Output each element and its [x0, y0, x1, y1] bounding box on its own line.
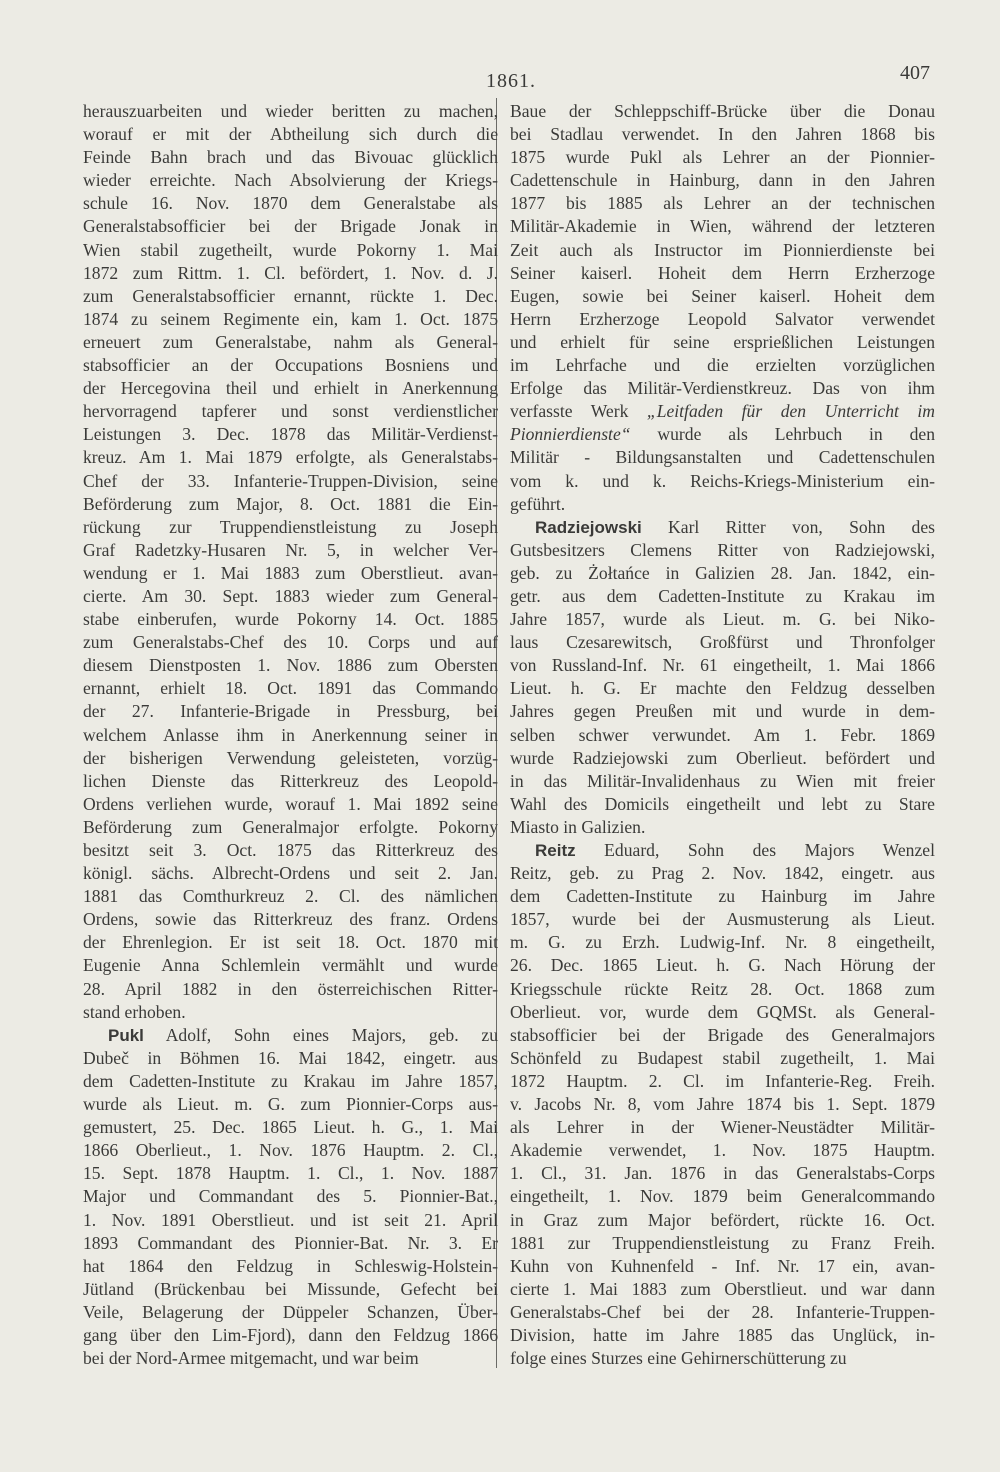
reitz-entry-line: 1857, wurde bei der Ausmusterung als Lieut.	[510, 909, 935, 930]
pukl-entry-line: gemustert, 25. Dec. 1865 Lieut. h. G., 1. Mai	[83, 1117, 498, 1138]
body-text-line: Eugenie Anna Schlemlein vermählt und wurde	[83, 955, 498, 976]
body-text-line: Beförderung zum Major, 8. Oct. 1881 die Ein-	[83, 493, 498, 514]
reitz-entry-line: Generalstabs-Chef bei der 28. Infanterie-Truppen-	[510, 1301, 935, 1322]
body-text-line: erneuert zum Generalstabe, nahm als General-	[83, 331, 498, 352]
work-title-line: verfasste Werk „Leitfaden für den Unterricht im	[510, 401, 935, 422]
reitz-entry-line: folge eines Sturzes eine Gehirnerschütterung zu	[510, 1348, 847, 1369]
pukl-entry-name: Pukl	[108, 1025, 144, 1045]
body-text-line: worauf er mit der Abtheilung sich durch die	[83, 124, 498, 145]
pukl-entry-line: dem Cadetten-Institute zu Krakau im Jahre 1857,	[83, 1070, 498, 1091]
pukl-entry-line: Major und Commandant des 5. Pionnier-Bat.,	[83, 1186, 498, 1207]
reitz-entry-line: Division, hatte im Jahre 1885 das Unglück, in-	[510, 1324, 935, 1345]
reitz-entry-line: Akademie verwendet, 1. Nov. 1875 Hauptm.	[510, 1140, 935, 1161]
body-text-line: königl. sächs. Albrecht-Ordens und seit 2. Jan.	[83, 863, 498, 884]
body-text-line: 28. April 1882 in den österreichischen Ritter-	[83, 978, 498, 999]
pukl-entry-line: Dubeč in Böhmen 16. Mai 1842, eingetr. aus	[83, 1047, 498, 1068]
body-text-line: Herrn Erzherzoge Leopold Salvator verwendet	[510, 308, 935, 329]
body-text-line: zum Generalstabsofficier ernannt, rückte 1. Dec.	[83, 285, 498, 306]
page-year: 1861.	[486, 70, 536, 92]
body-text-line: Seiner kaiserl. Hoheit dem Herrn Erzherzoge	[510, 262, 935, 283]
body-text-line: cierte. Am 30. Sept. 1883 wieder zum General-	[83, 585, 498, 606]
body-text-line: wendung er 1. Mai 1883 zum Oberstlieut. avan-	[83, 562, 498, 583]
reitz-entry-line: dem Cadetten-Institute zu Hainburg im Jahre	[510, 886, 935, 907]
body-text-line: stabe einberufen, wurde Pokorny 14. Oct. 1885	[83, 609, 498, 630]
body-text-line: schule 16. Nov. 1870 dem Generalstabe als	[83, 193, 498, 214]
reitz-entry-line: Schönfeld zu Budapest stabil zugetheilt, 1. Mai	[510, 1047, 935, 1068]
body-text-line: Zeit auch als Instructor im Pionnierdienste bei	[510, 239, 935, 260]
reitz-entry-line: Reitz, geb. zu Prag 2. Nov. 1842, eingetr. aus	[510, 863, 935, 884]
body-text-line: stand erhoben.	[83, 1001, 186, 1022]
body-text-line: Generalstabsofficier bei der Brigade Jonak in	[83, 216, 498, 237]
reitz-entry-line: stabsofficier bei der Brigade des Generalmajors	[510, 1024, 935, 1045]
radziejowski-entry-line: von Russland-Inf. Nr. 61 eingetheilt, 1. Mai 1866	[510, 655, 935, 676]
radziejowski-entry-first-line: Radziejowski Karl Ritter von, Sohn des	[535, 516, 935, 537]
body-text-line: Feinde Bahn brach und das Bivouac glücklich	[83, 147, 498, 168]
radziejowski-entry-line: geb. zu Żołtańce in Galizien 28. Jan. 1842, ein-	[510, 562, 935, 583]
body-text-line: welchem Anlasse ihm in Anerkennung seiner in	[83, 724, 498, 745]
reitz-entry-line: Kriegsschule rückte Reitz 28. Oct. 1868 zum	[510, 978, 935, 999]
work-title-line: Pionnierdienste“ wurde als Lehrbuch in den	[510, 424, 935, 445]
body-text-line: der bisherigen Verwendung geleisteten, vorzüg-	[83, 747, 498, 768]
body-text-line: vom k. und k. Reichs-Kriegs-Ministerium ein-	[510, 470, 935, 491]
reitz-entry-line: 1872 Hauptm. 2. Cl. im Infanterie-Reg. Freih.	[510, 1070, 935, 1091]
body-text-line: Graf Radetzky-Husaren Nr. 5, in welcher Ver-	[83, 539, 498, 560]
body-text-line: der Hercegovina theil und erhielt in Anerkennung	[83, 378, 498, 399]
radziejowski-entry-line: Lieut. h. G. Er machte den Feldzug desselben	[510, 678, 935, 699]
reitz-entry-line: Kuhn von Kuhnenfeld - Inf. Nr. 17 ein, avan-	[510, 1255, 935, 1276]
work-title-continued: Pionnierdienste“	[510, 424, 631, 445]
work-title: „Leitfaden für den Unterricht im	[646, 401, 935, 422]
right-column	[510, 100, 935, 1370]
pukl-entry-line: Jütland (Brückenbau bei Missunde, Gefecht bei	[83, 1278, 498, 1299]
body-text-line: zum Generalstabs-Chef des 10. Corps und auf	[83, 632, 498, 653]
pukl-entry-line: 15. Sept. 1878 Hauptm. 1. Cl., 1. Nov. 1887	[83, 1163, 498, 1184]
radziejowski-entry-line: wurde Radziejowski zum Oberlieut. befördert und	[510, 747, 935, 768]
pukl-entry-first-line: Pukl Adolf, Sohn eines Majors, geb. zu	[108, 1024, 498, 1045]
body-text-line: ernannt, erhielt 18. Oct. 1891 das Commando	[83, 678, 498, 699]
radziejowski-entry-line: selben schwer verwundet. Am 1. Febr. 1869	[510, 724, 935, 745]
pukl-entry-line: wurde als Lieut. m. G. zum Pionnier-Corps aus-	[83, 1094, 498, 1115]
body-text-line: Chef der 33. Infanterie-Truppen-Division, seine	[83, 470, 498, 491]
reitz-entry-line: v. Jacobs Nr. 8, vom Jahre 1874 bis 1. Sept. 1879	[510, 1094, 935, 1115]
reitz-entry-line: cierte 1. Mai 1883 zum Oberstlieut. und war dann	[510, 1278, 935, 1299]
radziejowski-entry-line: Gutsbesitzers Clemens Ritter von Radziejowski,	[510, 539, 935, 560]
body-text-line: Erfolge das Militär-Verdienstkreuz. Das von ihm	[510, 378, 935, 399]
body-text-line: Leistungen 3. Dec. 1878 das Militär-Verdienst-	[83, 424, 498, 445]
reitz-entry-name: Reitz	[535, 841, 576, 860]
body-text-line: 1877 bis 1885 als Lehrer an der technischen	[510, 193, 935, 214]
body-text-line: geführt.	[510, 493, 566, 514]
reitz-entry-first-line: Reitz Eduard, Sohn des Majors Wenzel	[535, 840, 935, 860]
pukl-entry-line: 1. Nov. 1891 Oberstlieut. und ist seit 21. April	[83, 1209, 498, 1230]
page-number: 407	[900, 62, 930, 84]
reitz-entry-line: m. G. zu Erzh. Ludwig-Inf. Nr. 8 eingetheilt,	[510, 932, 935, 953]
body-text-line: besitzt seit 3. Oct. 1875 das Ritterkreuz des	[83, 840, 498, 860]
body-text-line: wieder erreichte. Nach Absolvierung der Kriegs-	[83, 170, 498, 191]
body-text-line: Militär - Bildungsanstalten und Cadettenschulen	[510, 447, 935, 468]
body-text-line: stabsofficier an der Occupations Bosniens und	[83, 355, 498, 376]
radziejowski-entry-line: Jahres gegen Preußen mit und wurde in dem-	[510, 701, 935, 722]
body-text-line: Ordens verliehen wurde, worauf 1. Mai 1892 seine	[83, 793, 498, 814]
radziejowski-entry-line: getr. aus dem Cadetten-Institute zu Krakau im	[510, 585, 935, 606]
body-text-line: Beförderung zum Generalmajor erfolgte. Pokorny	[83, 816, 498, 837]
body-text-line: Wien stabil zugetheilt, wurde Pokorny 1. Mai	[83, 239, 498, 260]
body-text-line: rückung zur Truppendienstleistung zu Joseph	[83, 516, 498, 537]
body-text-line: Ordens, sowie das Ritterkreuz des franz. Ordens	[83, 909, 498, 930]
body-text-line: der 27. Infanterie-Brigade in Pressburg, bei	[83, 701, 498, 722]
body-text-line: hervorragend tapferer und sonst verdienstlicher	[83, 401, 498, 422]
body-text-line: Cadettenschule in Hainburg, dann in den Jahren	[510, 170, 935, 191]
body-text-line: 1874 zu seinem Regimente ein, kam 1. Oct. 1875	[83, 308, 498, 329]
body-text-line: im Lehrfache und die erzielten vorzüglichen	[510, 355, 935, 376]
left-column	[83, 100, 498, 1370]
reitz-entry-line: als Lehrer in der Wiener-Neustädter Militär-	[510, 1117, 935, 1138]
reitz-entry-line: 1. Cl., 31. Jan. 1876 in das Generalstabs-Corps	[510, 1163, 935, 1184]
radziejowski-entry-line: in das Militär-Invalidenhaus zu Wien mit freier	[510, 770, 935, 791]
body-text-line: Eugen, sowie bei Seiner kaiserl. Hoheit dem	[510, 285, 935, 306]
body-text-line: Baue der Schleppschiff-Brücke über die Donau	[510, 101, 935, 121]
body-text-line: der Ehrenlegion. Er ist seit 18. Oct. 1870 mit	[83, 932, 498, 953]
body-text-line: herauszuarbeiten und wieder beritten zu machen,	[83, 101, 498, 121]
body-text-line: und erhielt für seine ersprießlichen Leistungen	[510, 331, 935, 352]
pukl-entry-line: 1893 Commandant des Pionnier-Bat. Nr. 3. Er	[83, 1232, 498, 1253]
reitz-entry-line: in Graz zum Major befördert, rückte 16. Oct.	[510, 1209, 935, 1230]
reitz-entry-line: 1881 zur Truppendienstleistung zu Franz Freih.	[510, 1232, 935, 1253]
pukl-entry-line: gang über den Lim-Fjord), dann den Feldzug 1866	[83, 1324, 498, 1345]
reitz-entry-line: 26. Dec. 1865 Lieut. h. G. Nach Hörung der	[510, 955, 935, 976]
body-text-line: Militär-Akademie in Wien, während der letzteren	[510, 216, 935, 237]
radziejowski-entry-line: Wahl des Domicils eingetheilt und lebt zu Stare	[510, 793, 935, 814]
pukl-entry-line: bei der Nord-Armee mitgemacht, und war beim	[83, 1348, 419, 1369]
body-text-line: lichen Dienste das Ritterkreuz des Leopold-	[83, 770, 498, 791]
pukl-entry-line: Veile, Belagerung der Düppeler Schanzen, Über-	[83, 1301, 498, 1322]
body-text-line: 1875 wurde Pukl als Lehrer an der Pionnier-	[510, 147, 935, 168]
body-text-line: diesem Dienstposten 1. Nov. 1886 zum Obersten	[83, 655, 498, 676]
body-text-line: kreuz. Am 1. Mai 1879 erfolgte, als Generalstabs-	[83, 447, 498, 468]
radziejowski-entry-line: Jahre 1857, wurde als Lieut. m. G. bei Niko-	[510, 609, 935, 630]
radziejowski-entry-line: Miasto in Galizien.	[510, 816, 646, 837]
pukl-entry-line: hat 1864 den Feldzug in Schleswig-Holstein-	[83, 1255, 498, 1276]
body-text-line: 1872 zum Rittm. 1. Cl. befördert, 1. Nov. d. J.	[83, 262, 498, 283]
pukl-entry-line: 1866 Oberlieut., 1. Nov. 1876 Hauptm. 2. Cl.,	[83, 1140, 498, 1161]
page-header	[0, 62, 1000, 102]
reitz-entry-line: eingetheilt, 1. Nov. 1879 beim Generalcommando	[510, 1186, 935, 1207]
radziejowski-entry-name: Radziejowski	[535, 517, 642, 537]
reitz-entry-line: Oberlieut. vor, wurde dem GQMSt. als General-	[510, 1001, 935, 1022]
body-text-line: bei Stadlau verwendet. In den Jahren 1868 bis	[510, 124, 935, 145]
radziejowski-entry-line: laus Czesarewitsch, Großfürst und Thronfolger	[510, 632, 935, 653]
body-text-line: 1881 das Comthurkreuz 2. Cl. des nämlichen	[83, 886, 498, 907]
